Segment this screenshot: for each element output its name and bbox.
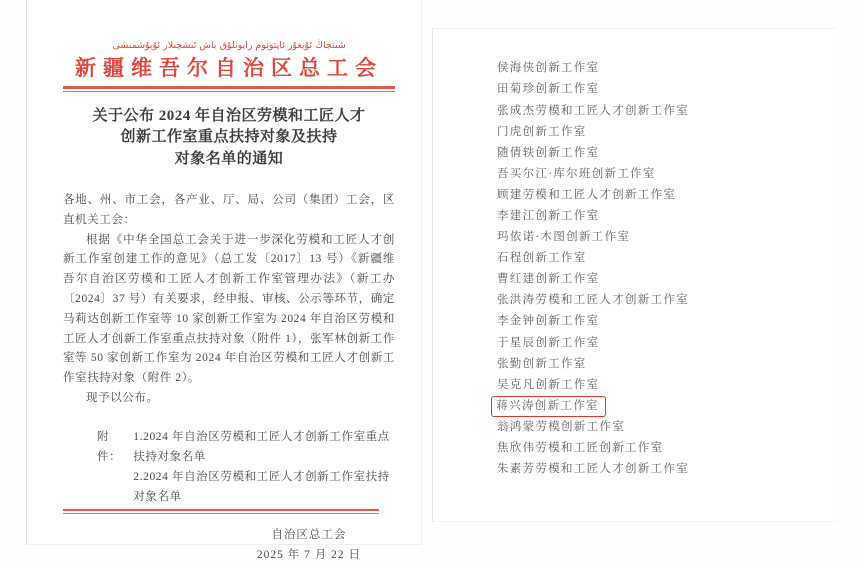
workshop-name: 张勤创新工作室 bbox=[497, 357, 587, 370]
list-item bbox=[497, 185, 817, 206]
list-item bbox=[497, 58, 817, 79]
document-body bbox=[63, 191, 395, 409]
attachments-label: 附件： bbox=[97, 430, 122, 463]
list-item-highlighted bbox=[497, 396, 817, 417]
list-item bbox=[497, 374, 817, 395]
list-item bbox=[497, 142, 817, 163]
list-item bbox=[497, 227, 817, 248]
workshop-name: 顾建劳模和工匠人才创新工作室 bbox=[497, 188, 677, 201]
signature-block bbox=[257, 525, 361, 561]
list-item bbox=[497, 121, 817, 142]
workshop-list-page bbox=[432, 28, 837, 522]
notice-page bbox=[26, 0, 422, 561]
attachment-item: 1.2024 年自治区劳模和工匠人才创新工作室重点扶持对象名单 bbox=[133, 430, 390, 463]
workshop-name: 于星辰创新工作室 bbox=[497, 336, 600, 349]
workshop-name: 李金钟创新工作室 bbox=[497, 315, 600, 328]
header-divider bbox=[63, 86, 395, 92]
list-item bbox=[497, 332, 817, 353]
workshop-name: 张洪涛劳模和工匠人才创新工作室 bbox=[497, 294, 689, 307]
attachment-item: 2.2024 年自治区劳模和工匠人才创新工作室扶持对象名单 bbox=[133, 471, 390, 504]
signature-date: 2025 年 7 月 22 日 bbox=[256, 548, 361, 561]
salutation-line: 各地、州、市工会，各产业、厅、局、公司（集团）工会，区直机关工会： bbox=[63, 194, 395, 226]
list-item bbox=[497, 100, 817, 121]
workshop-name: 门虎创新工作室 bbox=[497, 125, 587, 138]
list-item bbox=[497, 459, 817, 480]
document-title-line-2: 创新工作室重点扶持对象及扶持 bbox=[120, 129, 338, 145]
workshop-name: 焦欣伟劳模和工匠创新工作室 bbox=[497, 442, 664, 455]
list-item bbox=[497, 353, 817, 374]
publish-line: 现予以公布。 bbox=[86, 391, 159, 404]
workshop-name: 张成杰劳模和工匠人才创新工作室 bbox=[497, 104, 689, 117]
list-item bbox=[497, 417, 817, 438]
header-divider-thin-line bbox=[63, 91, 395, 92]
list-item bbox=[497, 269, 817, 290]
signature-org: 自治区总工会 bbox=[271, 528, 347, 541]
workshop-name: 李建江创新工作室 bbox=[497, 210, 600, 223]
workshop-name: 随倩轶创新工作室 bbox=[497, 146, 600, 159]
document-title-line-1: 关于公布 2024 年自治区劳模和工匠人才 bbox=[92, 107, 366, 124]
list-item bbox=[497, 311, 817, 332]
document-title-line-3: 对象名单的通知 bbox=[174, 150, 284, 167]
list-item bbox=[497, 290, 817, 311]
organization-name: 新疆维吾尔自治区总工会 bbox=[75, 56, 383, 80]
workshop-name: 玛依诺·木图创新工作室 bbox=[497, 231, 631, 244]
attachments-block bbox=[97, 428, 395, 509]
header-divider-thick-line bbox=[63, 86, 395, 89]
list-item bbox=[497, 163, 817, 184]
attachments-list bbox=[133, 428, 395, 509]
workshop-list bbox=[497, 58, 817, 480]
footer-divider-thick-line bbox=[63, 509, 379, 511]
workshop-name: 吾买尔江·库尔班创新工作室 bbox=[497, 167, 656, 180]
workshop-name: 曹红建创新工作室 bbox=[497, 273, 600, 286]
workshop-name: 朱素芳劳模和工匠人才创新工作室 bbox=[497, 463, 689, 476]
list-item bbox=[497, 248, 817, 269]
footer-divider bbox=[63, 509, 379, 514]
main-paragraph: 根据《中华全国总工会关于进一步深化劳模和工匠人才创新工作室创建工作的意见》（总工发〔2017〕13 号）《新疆维吾尔自治区劳模和工匠人才创新工作室管理办法》（新工办〔2024〕37 号）有关要求，经申报、审核、公示等环节，确定马莉达创新工作室等 10 家创新工作室为 2024 年自治区劳模和工匠人才创新工作室重点扶持对象（附件 1），张军林创新工作室等 50 家创新工作室为 2024 年自治区劳模和工匠人才创新工作室扶持对象（附件 2）。 bbox=[63, 233, 395, 385]
workshop-name: 吴克凡创新工作室 bbox=[497, 378, 600, 391]
list-item bbox=[497, 438, 817, 459]
workshop-name: 蒋兴涛创新工作室 bbox=[491, 396, 605, 417]
document-title bbox=[63, 106, 395, 171]
uyghur-header-line: شىنجاڭ ئۇيغۇر ئاپتونوم رايونلۇق باش ئىشچىلار ئۇيۇشمىسى bbox=[112, 40, 346, 51]
workshop-name: 石程创新工作室 bbox=[497, 252, 587, 265]
list-item bbox=[497, 206, 817, 227]
list-item bbox=[497, 79, 817, 100]
workshop-name: 侯海侠创新工作室 bbox=[497, 62, 600, 75]
workshop-name: 翁鸿蒙劳模创新工作室 bbox=[497, 420, 625, 433]
workshop-name: 田菊珍创新工作室 bbox=[497, 83, 600, 96]
footer-divider-thin-line bbox=[63, 513, 379, 514]
